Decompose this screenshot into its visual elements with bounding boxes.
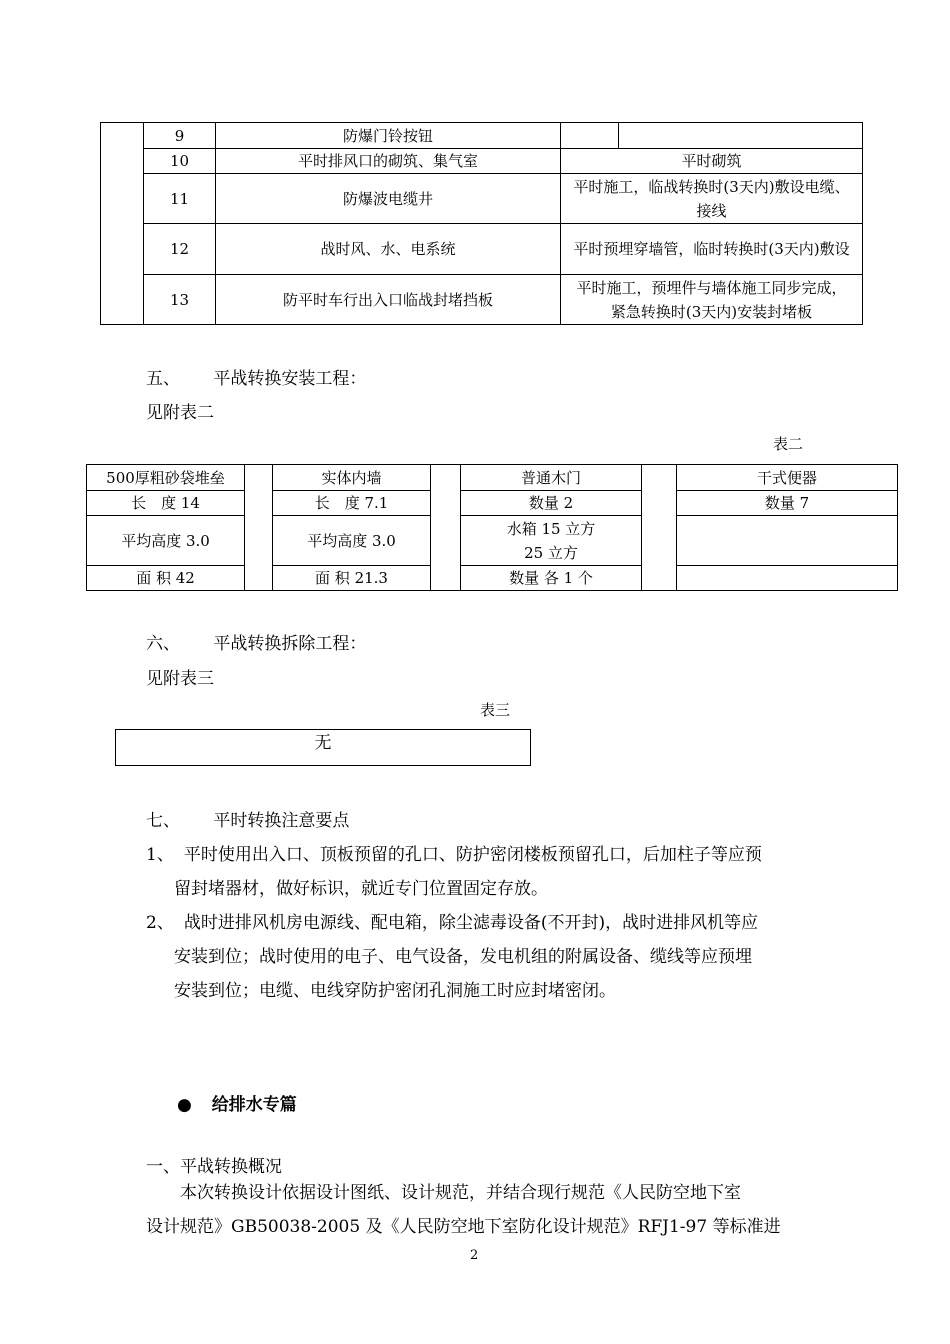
table-row — [101, 123, 863, 149]
spacer-cell — [431, 465, 461, 591]
item-line: 留封堵器材，做好标识，就近专门位置固定存放。 — [174, 879, 548, 899]
cell — [677, 566, 898, 591]
table-row — [87, 566, 898, 591]
cell: 干式便器 — [677, 465, 898, 491]
section-5-ref: 见附表二 — [146, 403, 214, 423]
item-cell: 防平时车行出入口临战封堵挡板 — [216, 275, 561, 325]
spacer-cell — [642, 465, 677, 591]
note-cell: 平时施工，临战转换时(3天内)敷设电缆、接线 — [561, 174, 863, 224]
item-cell: 平时排风口的砌筑、集气室 — [216, 149, 561, 174]
section-7-item-2 — [146, 906, 758, 1008]
item-line: 安装到位；战时使用的电子、电气设备，发电机组的附属设备、缆线等应预埋 — [174, 947, 752, 967]
paragraph-line: 本次转换设计依据设计图纸、设计规范，并结合现行规范《人民防空地下室 — [180, 1183, 741, 1203]
note-cell — [619, 123, 863, 149]
cell: 平均高度 3.0 — [87, 516, 245, 566]
cell-line: 25 立方 — [524, 543, 578, 562]
item-line: 战时进排风机房电源线、配电箱，除尘滤毒设备(不开封)，战时进排风机等应 — [183, 913, 759, 933]
row-number: 13 — [144, 275, 216, 325]
table-2 — [86, 464, 898, 591]
section-7-item-1 — [146, 838, 762, 906]
table-row — [87, 516, 898, 566]
section-6-heading — [146, 629, 366, 654]
note-cell — [561, 123, 619, 149]
water-paragraph — [146, 1176, 781, 1244]
cell-line: 水箱 15 立方 — [506, 519, 596, 538]
table-1 — [100, 122, 863, 325]
cell: 数量 各 1 个 — [461, 566, 642, 591]
table-row — [87, 465, 898, 491]
water-heading — [177, 1090, 297, 1115]
bullet-icon: ● — [177, 1095, 192, 1115]
table-row — [101, 275, 863, 325]
table-row — [101, 174, 863, 224]
item-cell: 战时风、水、电系统 — [216, 224, 561, 275]
row-number: 10 — [144, 149, 216, 174]
cell: 数量 2 — [461, 491, 642, 516]
row-number: 9 — [144, 123, 216, 149]
item-line: 安装到位；电缆、电线穿防护密闭孔洞施工时应封堵密闭。 — [174, 981, 616, 1001]
section-number: 五、 — [146, 369, 180, 389]
item-number: 2、 — [146, 913, 174, 933]
water-subheading: 一、平战转换概况 — [146, 1157, 282, 1177]
table-3 — [115, 729, 531, 766]
cell: 500厚粗砂袋堆垒 — [87, 465, 245, 491]
section-number: 六、 — [146, 634, 180, 654]
cell: 数量 7 — [677, 491, 898, 516]
item-cell: 防爆门铃按钮 — [216, 123, 561, 149]
table-3-caption: 表三 — [480, 701, 511, 719]
table-2-caption: 表二 — [773, 435, 804, 453]
cell: 实体内墙 — [273, 465, 431, 491]
item-number: 1、 — [146, 845, 174, 865]
paragraph-line: 设计规范》GB50038-2005 及《人民防空地下室防化设计规范》RFJ1-97 等标准进 — [146, 1217, 781, 1237]
cell — [677, 516, 898, 566]
cell: 面 积 42 — [87, 566, 245, 591]
section-7-heading — [146, 806, 349, 831]
water-heading-text: 给排水专篇 — [211, 1095, 297, 1115]
page-number: 2 — [470, 1248, 479, 1263]
spacer-cell — [245, 465, 273, 591]
cell: 普通木门 — [461, 465, 642, 491]
cell: 平均高度 3.0 — [273, 516, 431, 566]
section-title: 平战转换安装工程： — [213, 369, 367, 389]
cell: 长 度 7.1 — [273, 491, 431, 516]
item-cell: 防爆波电缆井 — [216, 174, 561, 224]
cell: 长 度 14 — [87, 491, 245, 516]
note-cell: 平时砌筑 — [561, 149, 863, 174]
row-number: 11 — [144, 174, 216, 224]
section-5-heading — [146, 364, 366, 389]
section-6-ref: 见附表三 — [146, 669, 214, 689]
table-row — [101, 149, 863, 174]
section-title: 平时转换注意要点 — [213, 811, 350, 831]
cell: 面 积 21.3 — [273, 566, 431, 591]
row-number: 12 — [144, 224, 216, 275]
table-3-content: 无 — [314, 733, 332, 753]
note-cell: 平时预埋穿墙管，临时转换时(3天内)敷设 — [561, 224, 863, 275]
section-title: 平战转换拆除工程： — [213, 634, 367, 654]
item-line: 平时使用出入口、顶板预留的孔口、防护密闭楼板预留孔口，后加柱子等应预 — [183, 845, 762, 865]
table-row — [87, 491, 898, 516]
section-number: 七、 — [146, 811, 180, 831]
table-row — [101, 224, 863, 275]
note-cell: 平时施工，预埋件与墙体施工同步完成，紧急转换时(3天内)安装封堵板 — [561, 275, 863, 325]
group-cell — [101, 123, 144, 325]
cell — [461, 516, 642, 566]
